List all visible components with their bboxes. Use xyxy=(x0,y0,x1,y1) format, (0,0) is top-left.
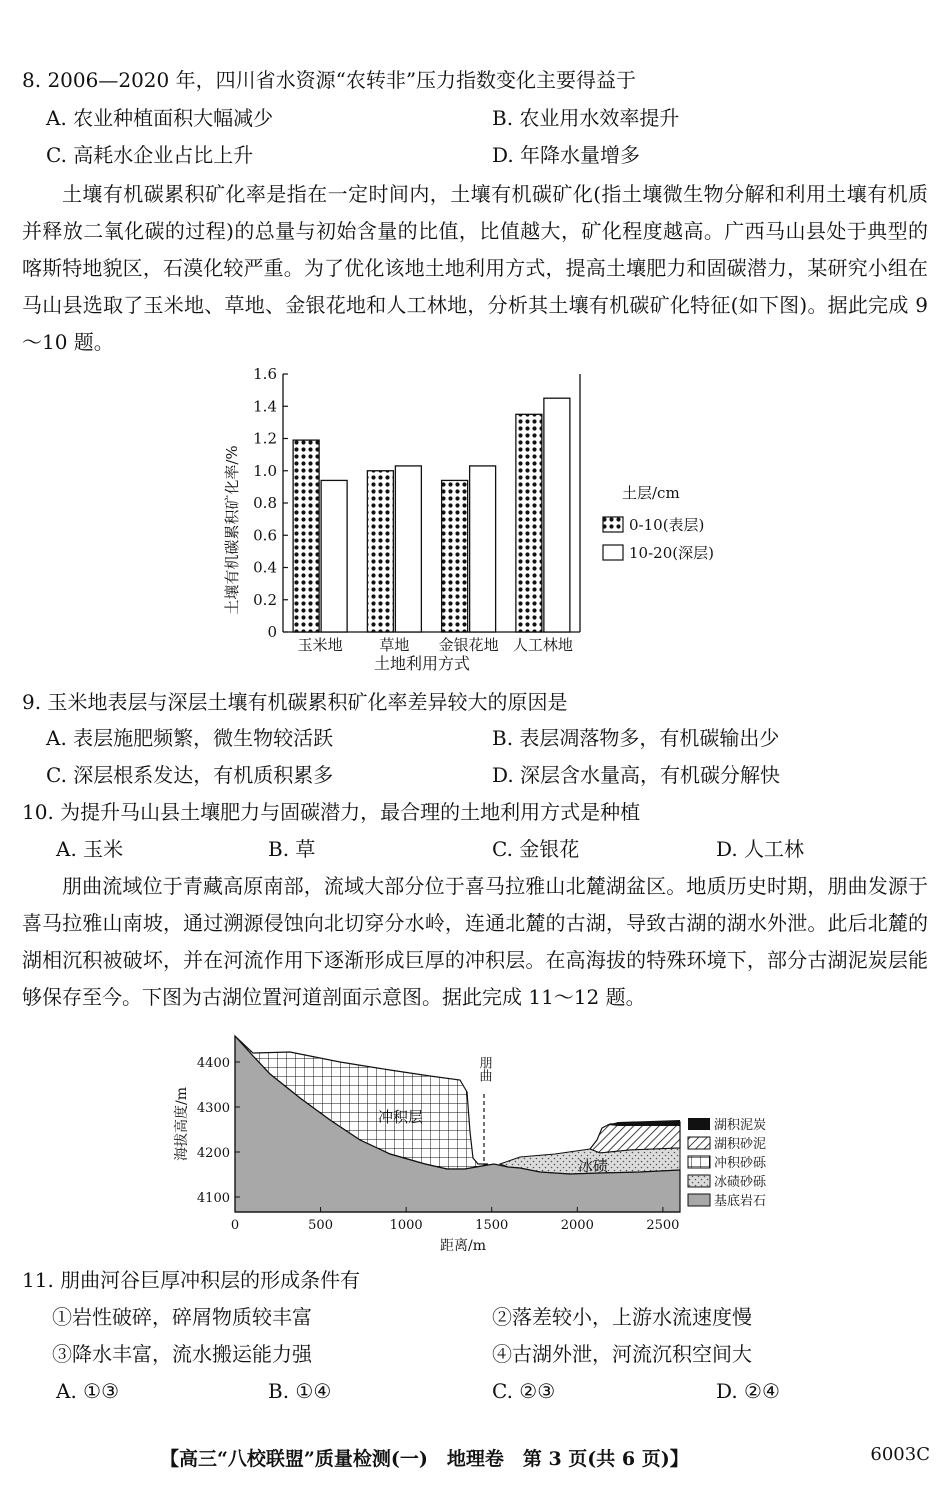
bar-3-1 xyxy=(544,398,570,632)
q8-option-d: D. 年降水量增多 xyxy=(492,143,641,167)
profile-x-tick-label: 1500 xyxy=(475,1218,509,1233)
chart-xlabel: 土地利用方式 xyxy=(373,654,471,673)
q9-stem: 9. 玉米地表层与深层土壤有机碳累积矿化率差异较大的原因是 xyxy=(22,690,568,714)
bar-1-1 xyxy=(395,466,421,632)
q9-option-c: C. 深层根系发达，有机质积累多 xyxy=(46,763,334,787)
y-tick-label: 0.2 xyxy=(253,590,277,609)
q10-option-d: D. 人工林 xyxy=(716,837,805,861)
bar-0-0 xyxy=(293,440,319,632)
q9-option-a: A. 表层施肥频繁，微生物较活跃 xyxy=(46,726,334,750)
profile-x-tick-label: 2000 xyxy=(560,1218,594,1233)
profile-legend xyxy=(688,1117,767,1209)
q11-option-a: A. ①③ xyxy=(56,1379,120,1403)
profile-x-tick-label: 0 xyxy=(230,1218,240,1233)
legend-label-surface: 0-10(表层) xyxy=(629,516,705,534)
q9-option-b: B. 表层凋落物多，有机碳输出少 xyxy=(492,726,780,750)
profile-x-tick-label: 1000 xyxy=(389,1218,423,1233)
bar-2-1 xyxy=(470,466,496,632)
q11-option-d: D. ②④ xyxy=(716,1379,780,1403)
profile-x-tick-label: 2500 xyxy=(646,1218,680,1233)
legend-alluvium-swatch xyxy=(688,1156,710,1168)
q8-stem: 8. 2006—2020 年，四川省水资源“农转非”压力指数变化主要得益于 xyxy=(22,68,637,92)
profile-y-tick-label: 4200 xyxy=(196,1146,230,1161)
passage-soil-carbon: 土壤有机碳累积矿化率是指在一定时间内，土壤有机碳矿化(指土壤微生物分解和利用土壤有机质并释放二氧化碳的过程)的总量与初始含量的比值，比值越大，矿化程度越高。广西马山县处于典型的喀斯特地貌区，石漠化较严重。为了优化该地土地利用方式，提高土壤肥力和固碳潜力，某研究小组在马山县选取了玉米地、草地、金银花地和人工林地，分析其土壤有机碳矿化特征(如下图)。据此完成 9～10 题。 xyxy=(22,182,928,354)
passage-pengqu: 朋曲流域位于青藏高原南部，流域大部分位于喜马拉雅山北麓湖盆区。地质历史时期，朋曲发源于喜马拉雅山南坡，通过溯源侵蚀向北切穿分水岭，连通北麓的古湖，导致古湖的湖水外泄。此后北麓的湖相沉积被破坏，并在河流作用下逐渐形成巨厚的冲积层。在高海拔的特殊环境下，部分古湖泥炭层能够保存至今。下图为古湖位置河道剖面示意图。据此完成 11～12 题。 xyxy=(22,874,928,1009)
legend-sandmud-swatch xyxy=(688,1137,710,1149)
river-label: 朋曲 xyxy=(476,1056,492,1082)
legend-bedrock-swatch xyxy=(688,1194,710,1206)
profile-y-tick-label: 4400 xyxy=(196,1056,230,1071)
q11-statement-4: ④古湖外泄，河流沉积空间大 xyxy=(492,1342,752,1366)
q10-option-b: B. 草 xyxy=(268,837,316,861)
legend-label-deep: 10-20(深层) xyxy=(629,544,714,562)
legend-till-swatch xyxy=(688,1175,710,1187)
x-category-label: 玉米地 xyxy=(297,636,343,654)
x-category-label: 金银花地 xyxy=(438,636,499,654)
y-tick-label: 0.8 xyxy=(253,494,277,512)
q10-option-a: A. 玉米 xyxy=(56,837,124,861)
q11-option-c: C. ②③ xyxy=(492,1379,556,1403)
q10-option-c: C. 金银花 xyxy=(492,837,580,861)
profile-y-tick-label: 4300 xyxy=(196,1101,230,1116)
chart-legend xyxy=(603,484,714,562)
bar-chart-mineralization xyxy=(195,362,755,680)
q11-stem: 11. 朋曲河谷巨厚冲积层的形成条件有 xyxy=(22,1268,361,1292)
legend-title: 土层/cm xyxy=(622,484,680,502)
footer-title: 【高三“八校联盟”质量检测(一) 地理卷 第 3 页(共 6 页)】 xyxy=(160,1448,689,1470)
page-footer xyxy=(0,1444,950,1480)
q11-statement-3: ③降水丰富，流水搬运能力强 xyxy=(52,1342,312,1366)
q11-statement-2: ②落差较小，上游水流速度慢 xyxy=(492,1305,752,1329)
y-tick-label: 0.6 xyxy=(253,526,277,545)
y-tick-label: 1.0 xyxy=(253,461,277,480)
bar-2-0 xyxy=(442,480,468,632)
footer-code: 6003C xyxy=(870,1444,930,1465)
alluvium-label: 冲积层 xyxy=(378,1108,424,1126)
river-profile-diagram xyxy=(160,1022,800,1258)
y-tick-label: 1.6 xyxy=(253,365,277,383)
legend-peat-label: 湖积泥炭 xyxy=(714,1118,767,1133)
profile-xlabel: 距离/m xyxy=(440,1238,486,1254)
q8-option-a: A. 农业种植面积大幅减少 xyxy=(46,106,274,130)
y-tick-label: 1.4 xyxy=(253,397,277,416)
bar-1-0 xyxy=(367,471,393,632)
q8-option-b: B. 农业用水效率提升 xyxy=(492,106,680,130)
q8-option-c: C. 高耗水企业占比上升 xyxy=(46,143,254,167)
legend-bedrock-label: 基底岩石 xyxy=(714,1194,767,1209)
lake-peat-layer xyxy=(608,1120,680,1126)
legend-swatch-surface xyxy=(603,517,623,532)
x-category-label: 草地 xyxy=(379,636,410,654)
legend-till-label: 冰碛砂砾 xyxy=(714,1175,767,1190)
profile-ylabel: 海拔高度/m xyxy=(174,1087,190,1161)
legend-alluvium-label: 冲积砂砾 xyxy=(714,1156,767,1171)
chart-ylabel: 土壤有机碳累积矿化率/% xyxy=(223,445,241,615)
legend-swatch-deep xyxy=(603,545,623,560)
legend-sandmud-label: 湖积砂泥 xyxy=(714,1137,767,1152)
q10-stem: 10. 为提升马山县土壤肥力与固碳潜力，最合理的土地利用方式是种植 xyxy=(22,800,641,824)
till-label: 冰碛 xyxy=(578,1157,609,1175)
profile-x-tick-label: 500 xyxy=(308,1218,333,1233)
y-tick-label: 1.2 xyxy=(253,429,277,448)
bar-0-1 xyxy=(321,480,347,632)
q11-statement-1: ①岩性破碎，碎屑物质较丰富 xyxy=(52,1305,312,1329)
x-category-label: 人工林地 xyxy=(512,636,573,654)
y-tick-label: 0.4 xyxy=(253,558,277,577)
y-tick-label: 0 xyxy=(267,623,277,641)
profile-y-tick-label: 4100 xyxy=(196,1191,230,1206)
legend-peat-swatch xyxy=(688,1118,710,1130)
chart-bars xyxy=(293,398,570,632)
q9-option-d: D. 深层含水量高，有机碳分解快 xyxy=(492,763,781,787)
bar-3-0 xyxy=(516,414,542,632)
q11-option-b: B. ①④ xyxy=(268,1379,332,1403)
